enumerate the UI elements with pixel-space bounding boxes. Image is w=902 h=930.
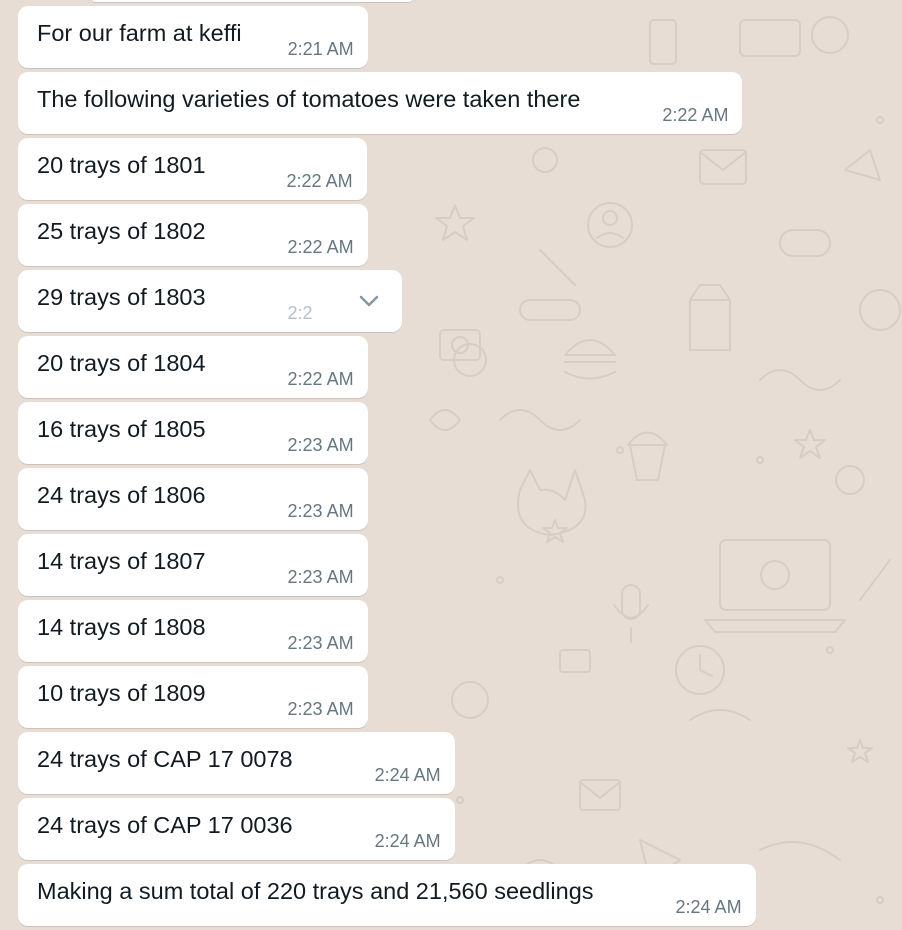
message-time: 2:23 AM xyxy=(287,699,354,719)
chevron-down-icon[interactable] xyxy=(358,292,380,310)
message-text: 25 trays of 1802 xyxy=(37,218,206,244)
message-text: The following varieties of tomatoes were taken there xyxy=(37,86,581,112)
message-row xyxy=(18,270,402,332)
message-row xyxy=(18,732,455,794)
message-bubble[interactable] xyxy=(18,336,368,398)
message-time: 2:21 AM xyxy=(287,39,354,59)
message-text: 24 trays of CAP 17 0078 xyxy=(37,746,293,772)
message-time: 2:23 AM xyxy=(287,567,354,587)
message-bubble[interactable] xyxy=(18,138,367,200)
message-row xyxy=(18,600,368,662)
message-bubble[interactable] xyxy=(18,468,368,530)
message-text: 29 trays of 1803 xyxy=(37,284,206,310)
message-bubble[interactable] xyxy=(18,666,368,728)
message-row xyxy=(18,666,368,728)
message-text: 20 trays of 1801 xyxy=(37,152,206,178)
message-time: 2:23 AM xyxy=(287,501,354,521)
message-text: 24 trays of 1806 xyxy=(37,482,206,508)
message-text: For our farm at keffi xyxy=(37,20,242,46)
message-text: 14 trays of 1808 xyxy=(37,614,206,640)
message-time: 2:24 AM xyxy=(675,897,742,917)
message-bubble[interactable] xyxy=(18,864,756,926)
message-time: 2:2 xyxy=(287,304,313,322)
message-row xyxy=(18,6,368,68)
message-time: 2:23 AM xyxy=(287,435,354,455)
message-time: 2:22 AM xyxy=(287,369,354,389)
message-time: 2:24 AM xyxy=(374,765,441,785)
message-bubble[interactable] xyxy=(18,534,368,596)
message-bubble[interactable] xyxy=(18,270,402,332)
message-text: 20 trays of 1804 xyxy=(37,350,206,376)
message-time: 2:22 AM xyxy=(287,237,354,257)
message-row xyxy=(18,138,367,200)
message-bubble[interactable] xyxy=(18,798,455,860)
message-time: 2:22 AM xyxy=(662,105,729,125)
message-text: 24 trays of CAP 17 0036 xyxy=(37,812,293,838)
message-row xyxy=(18,864,756,926)
message-text: Making a sum total of 220 trays and 21,560 seedlings xyxy=(37,878,594,904)
message-text: 16 trays of 1805 xyxy=(37,416,206,442)
message-bubble[interactable] xyxy=(18,204,368,266)
message-time: 2:23 AM xyxy=(287,633,354,653)
message-row xyxy=(18,402,368,464)
message-bubble[interactable] xyxy=(18,402,368,464)
message-text: 10 trays of 1809 xyxy=(37,680,206,706)
message-bubble[interactable] xyxy=(18,6,368,68)
message-bubble[interactable] xyxy=(18,600,368,662)
message-bubble[interactable] xyxy=(18,732,455,794)
message-row xyxy=(18,798,455,860)
message-row xyxy=(18,336,368,398)
message-time: 2:24 AM xyxy=(374,831,441,851)
message-text: 14 trays of 1807 xyxy=(37,548,206,574)
message-row xyxy=(18,468,368,530)
message-row xyxy=(18,72,742,134)
message-bubble[interactable] xyxy=(18,72,742,134)
message-time: 2:22 AM xyxy=(286,171,353,191)
message-row xyxy=(18,534,368,596)
message-row xyxy=(18,204,368,266)
